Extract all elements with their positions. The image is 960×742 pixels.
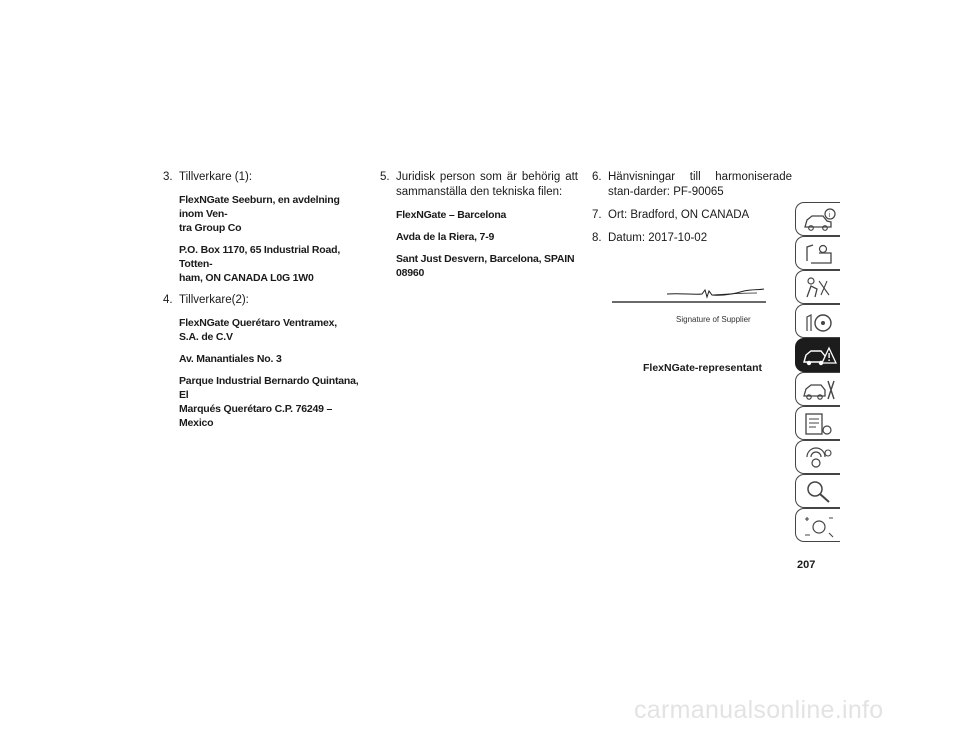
language-icon (801, 513, 837, 539)
manufacturer1-address: P.O. Box 1170, 65 Industrial Road, Totten- ham, ON CANADA L0G 1W0 (179, 244, 341, 284)
item-text: Juridisk person som är behörig att sammanställa den tekniska filen: (396, 171, 578, 198)
list-item-3 (163, 170, 363, 185)
manufacturer1-name: FlexNGate Seeburn, en avdelning inom Ven- tra Group Co (179, 194, 340, 234)
chapter-tabs (795, 202, 841, 542)
tab-car-info[interactable] (795, 202, 840, 236)
column-details (592, 170, 792, 254)
multimedia-icon (801, 445, 837, 471)
watermark: carmanualsonline.info (634, 696, 884, 724)
tab-car-service[interactable] (795, 372, 840, 406)
car-interior-icon (801, 241, 837, 267)
item-number: 8. (592, 232, 602, 244)
car-info-icon (801, 207, 837, 233)
item-number: 5. (380, 171, 390, 183)
column-legal-entity (380, 170, 578, 288)
tab-multimedia[interactable] (795, 440, 840, 474)
list-item-7 (592, 208, 792, 223)
page-number: 207 (797, 559, 816, 571)
manufacturer2-street: Av. Manantiales No. 3 (179, 353, 282, 365)
svg-text:i: i (828, 212, 831, 219)
search-icon (801, 479, 837, 505)
signature-caption: Signature of Supplier (676, 315, 751, 324)
tab-steering[interactable] (795, 304, 840, 338)
item-number: 7. (592, 209, 602, 221)
item-text: Ort: Bradford, ON CANADA (608, 209, 750, 221)
tab-search[interactable] (795, 474, 840, 508)
entity-city: Sant Just Desvern, Barcelona, SPAIN 08960 (396, 253, 575, 279)
item-number: 4. (163, 294, 173, 306)
steering-wheel-icon (801, 309, 837, 335)
representative-label: FlexNGate-representant (643, 362, 763, 374)
car-service-icon (801, 377, 837, 403)
tab-car-warning[interactable] (795, 338, 840, 372)
list-item-6 (592, 170, 792, 200)
item-number: 6. (592, 171, 602, 183)
tab-language[interactable] (795, 508, 840, 542)
item-text: Tillverkare(2): (179, 294, 249, 306)
entity-street: Avda de la Riera, 7-9 (396, 231, 495, 243)
manufacturer2-name: FlexNGate Querétaro Ventramex, S.A. de C.V (179, 317, 337, 343)
list-item-5 (380, 170, 578, 200)
item-text: Datum: 2017-10-02 (608, 232, 708, 244)
item-number: 3. (163, 171, 173, 183)
tab-maintenance[interactable] (795, 406, 840, 440)
car-warning-icon (801, 343, 837, 369)
tab-car-safety[interactable] (795, 270, 840, 304)
maintenance-list-icon (801, 411, 837, 437)
list-item-8 (592, 231, 792, 246)
list-item-4 (163, 293, 363, 308)
item-text: Hänvisningar till harmoniserade stan-darder: PF-90065 (608, 171, 792, 198)
car-safety-icon (801, 275, 837, 301)
item-text: Tillverkare (1): (179, 171, 253, 183)
signature-scribble (612, 283, 768, 307)
tab-car-interior[interactable] (795, 236, 840, 270)
entity-name: FlexNGate – Barcelona (396, 209, 507, 221)
manufacturer2-address: Parque Industrial Bernardo Quintana, El Marqués Querétaro C.P. 76249 – Mexico (179, 375, 359, 429)
column-manufacturers (163, 170, 363, 438)
